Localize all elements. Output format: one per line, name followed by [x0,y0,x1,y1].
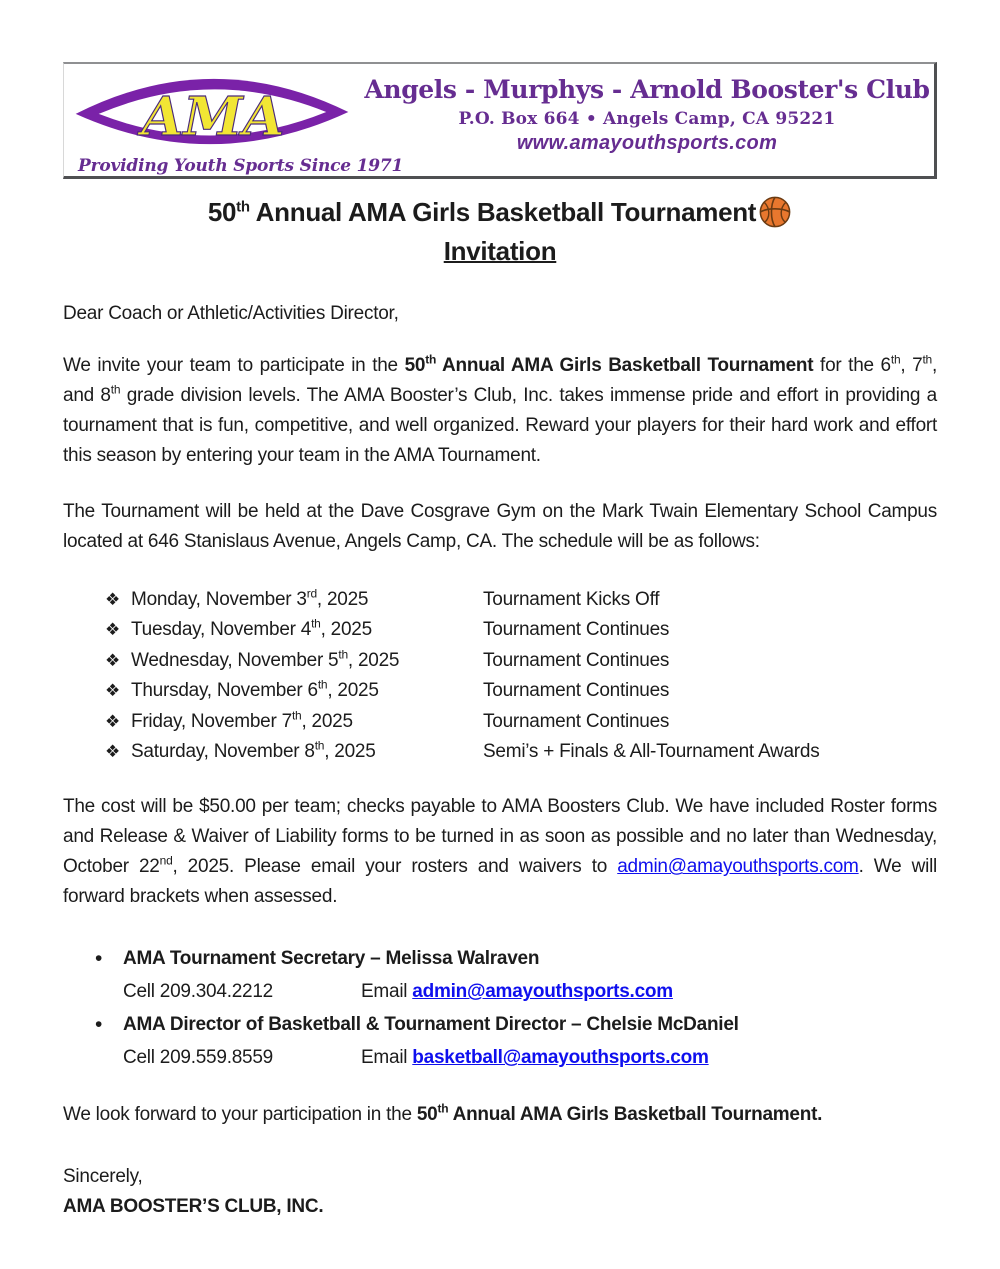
schedule-row [105,646,937,676]
org-website: www.amayouthsports.com [516,132,778,154]
letterhead [63,62,937,179]
contact-item [95,942,937,1008]
sincerely-line: Sincerely, [63,1166,143,1188]
schedule-event: Tournament Kicks Off [483,589,660,610]
basketball-icon [758,195,792,229]
cost-text: , 2025. Please email your rosters and waivers to [172,856,618,878]
title-text [208,196,756,228]
org-block [360,64,934,155]
title-ordinal: th [236,198,250,216]
dot-bullet-icon: • [95,947,103,971]
contact-detail [123,1041,937,1074]
org-name: Angels - Murphys - Arnold Booster's Club [364,75,930,104]
invite-text: We invite your team to participate in the [63,355,405,376]
schedule-date: Saturday, November 8th, 2025 [131,738,376,763]
diamond-bullet-icon: ❖ [105,711,120,731]
ama-logo [68,64,356,160]
org-address: P.O. Box 664 • Angels Camp, CA 95221 [458,109,836,129]
logo-acronym-text: AMA [141,85,285,149]
schedule-list [105,585,937,767]
ordinal: th [110,382,121,397]
schedule-event: Tournament Continues [483,710,670,732]
invite-text: grade division levels. The AMA Booster’s Club, Inc. takes immense pride and effort in providing a tournament that is fun, competitive, and well organized. Reward your players for their hard work and effort this season by entering your team in the AMA Tournament. [63,385,937,466]
cost-paragraph [63,792,937,912]
signature-line: AMA BOOSTER’S CLUB, INC. [63,1196,324,1218]
schedule-date: Tuesday, November 4th, 2025 [131,617,372,641]
schedule-event: Tournament Continues [483,680,670,702]
document-subtitle [0,235,1000,267]
closing-bold-tournament: 50th Annual AMA Girls Basketball Tournament. [416,1102,823,1126]
salutation: Dear Coach or Athletic/Activities Director, [63,303,399,324]
schedule-row [105,615,937,645]
invite-text: , 7 [900,355,923,376]
diamond-bullet-icon: ❖ [105,742,120,762]
contact-cell: Cell 209.559.8559 [123,1047,273,1069]
schedule-event: Tournament Continues [483,619,670,641]
invite-bold-tournament: 50th Annual AMA Girls Basketball Tournament [404,352,814,376]
diamond-bullet-icon: ❖ [105,590,120,609]
invite-text: for the 6 [813,355,891,376]
contacts-list [95,942,937,1074]
schedule-row [105,676,937,706]
logo-tagline: Providing Youth Sports Since 1971 [78,156,404,176]
title-rest: Annual AMA Girls Basketball Tournament [249,197,757,227]
invite-paragraph [63,351,937,471]
email-label: Email [361,981,408,1003]
document-title [0,195,1000,229]
ordinal: th [922,352,932,367]
email-link-director[interactable]: basketball@amayouthsports.com [412,1047,709,1069]
schedule-date: Friday, November 7th, 2025 [131,708,353,732]
contact-body [123,942,937,1008]
subtitle-text: Invitation [443,236,557,266]
schedule-date: Wednesday, November 5th, 2025 [131,647,400,671]
cost-text: . We will forward brackets when assessed. [63,856,938,908]
schedule-event: Semi’s + Finals & All-Tournament Awards [483,741,820,763]
schedule-row [105,737,937,767]
invite-text: , and 8 [63,355,937,406]
schedule-event: Tournament Continues [483,649,670,671]
ordinal: th [890,352,901,367]
contact-item [95,1008,937,1074]
contact-name: AMA Director of Basketball & Tournament Director – Chelsie McDaniel [123,1014,739,1036]
schedule-row [105,585,937,615]
diamond-bullet-icon: ❖ [105,650,120,670]
schedule-row [105,707,937,737]
ama-logo-graphic [68,64,356,160]
contact-detail [123,975,937,1008]
contact-body [123,1008,937,1074]
cost-text: The cost will be $50.00 per team; checks payable to AMA Boosters Club. We have included Roster forms and Release & Waiver of Liability forms to be turned in as soon as possible and no later than Wednesday, October 22 [63,796,937,878]
closing-paragraph [63,1100,937,1130]
schedule-date: Thursday, November 6th, 2025 [131,677,379,702]
ordinal: nd [159,854,173,869]
venue-paragraph: The Tournament will be held at the Dave Cosgrave Gym on the Mark Twain Elementary School Campus located at 646 Stanislaus Avenue, Angels Camp, CA. The schedule will be as follows: [63,501,937,552]
title-number: 50 [207,197,237,227]
diamond-bullet-icon: ❖ [105,681,120,701]
email-link-admin-inline[interactable]: admin@amayouthsports.com [617,856,859,878]
email-link-secretary[interactable]: admin@amayouthsports.com [412,981,673,1003]
letter-body [0,299,1000,1222]
closing-text: We look forward to your participation in the [63,1104,417,1126]
dot-bullet-icon: • [95,1013,103,1037]
email-label: Email [361,1047,408,1069]
diamond-bullet-icon: ❖ [105,620,120,640]
contact-name: AMA Tournament Secretary – Melissa Walraven [123,948,540,970]
contact-cell: Cell 209.304.2212 [123,981,273,1003]
schedule-date: Monday, November 3rd, 2025 [131,586,369,610]
